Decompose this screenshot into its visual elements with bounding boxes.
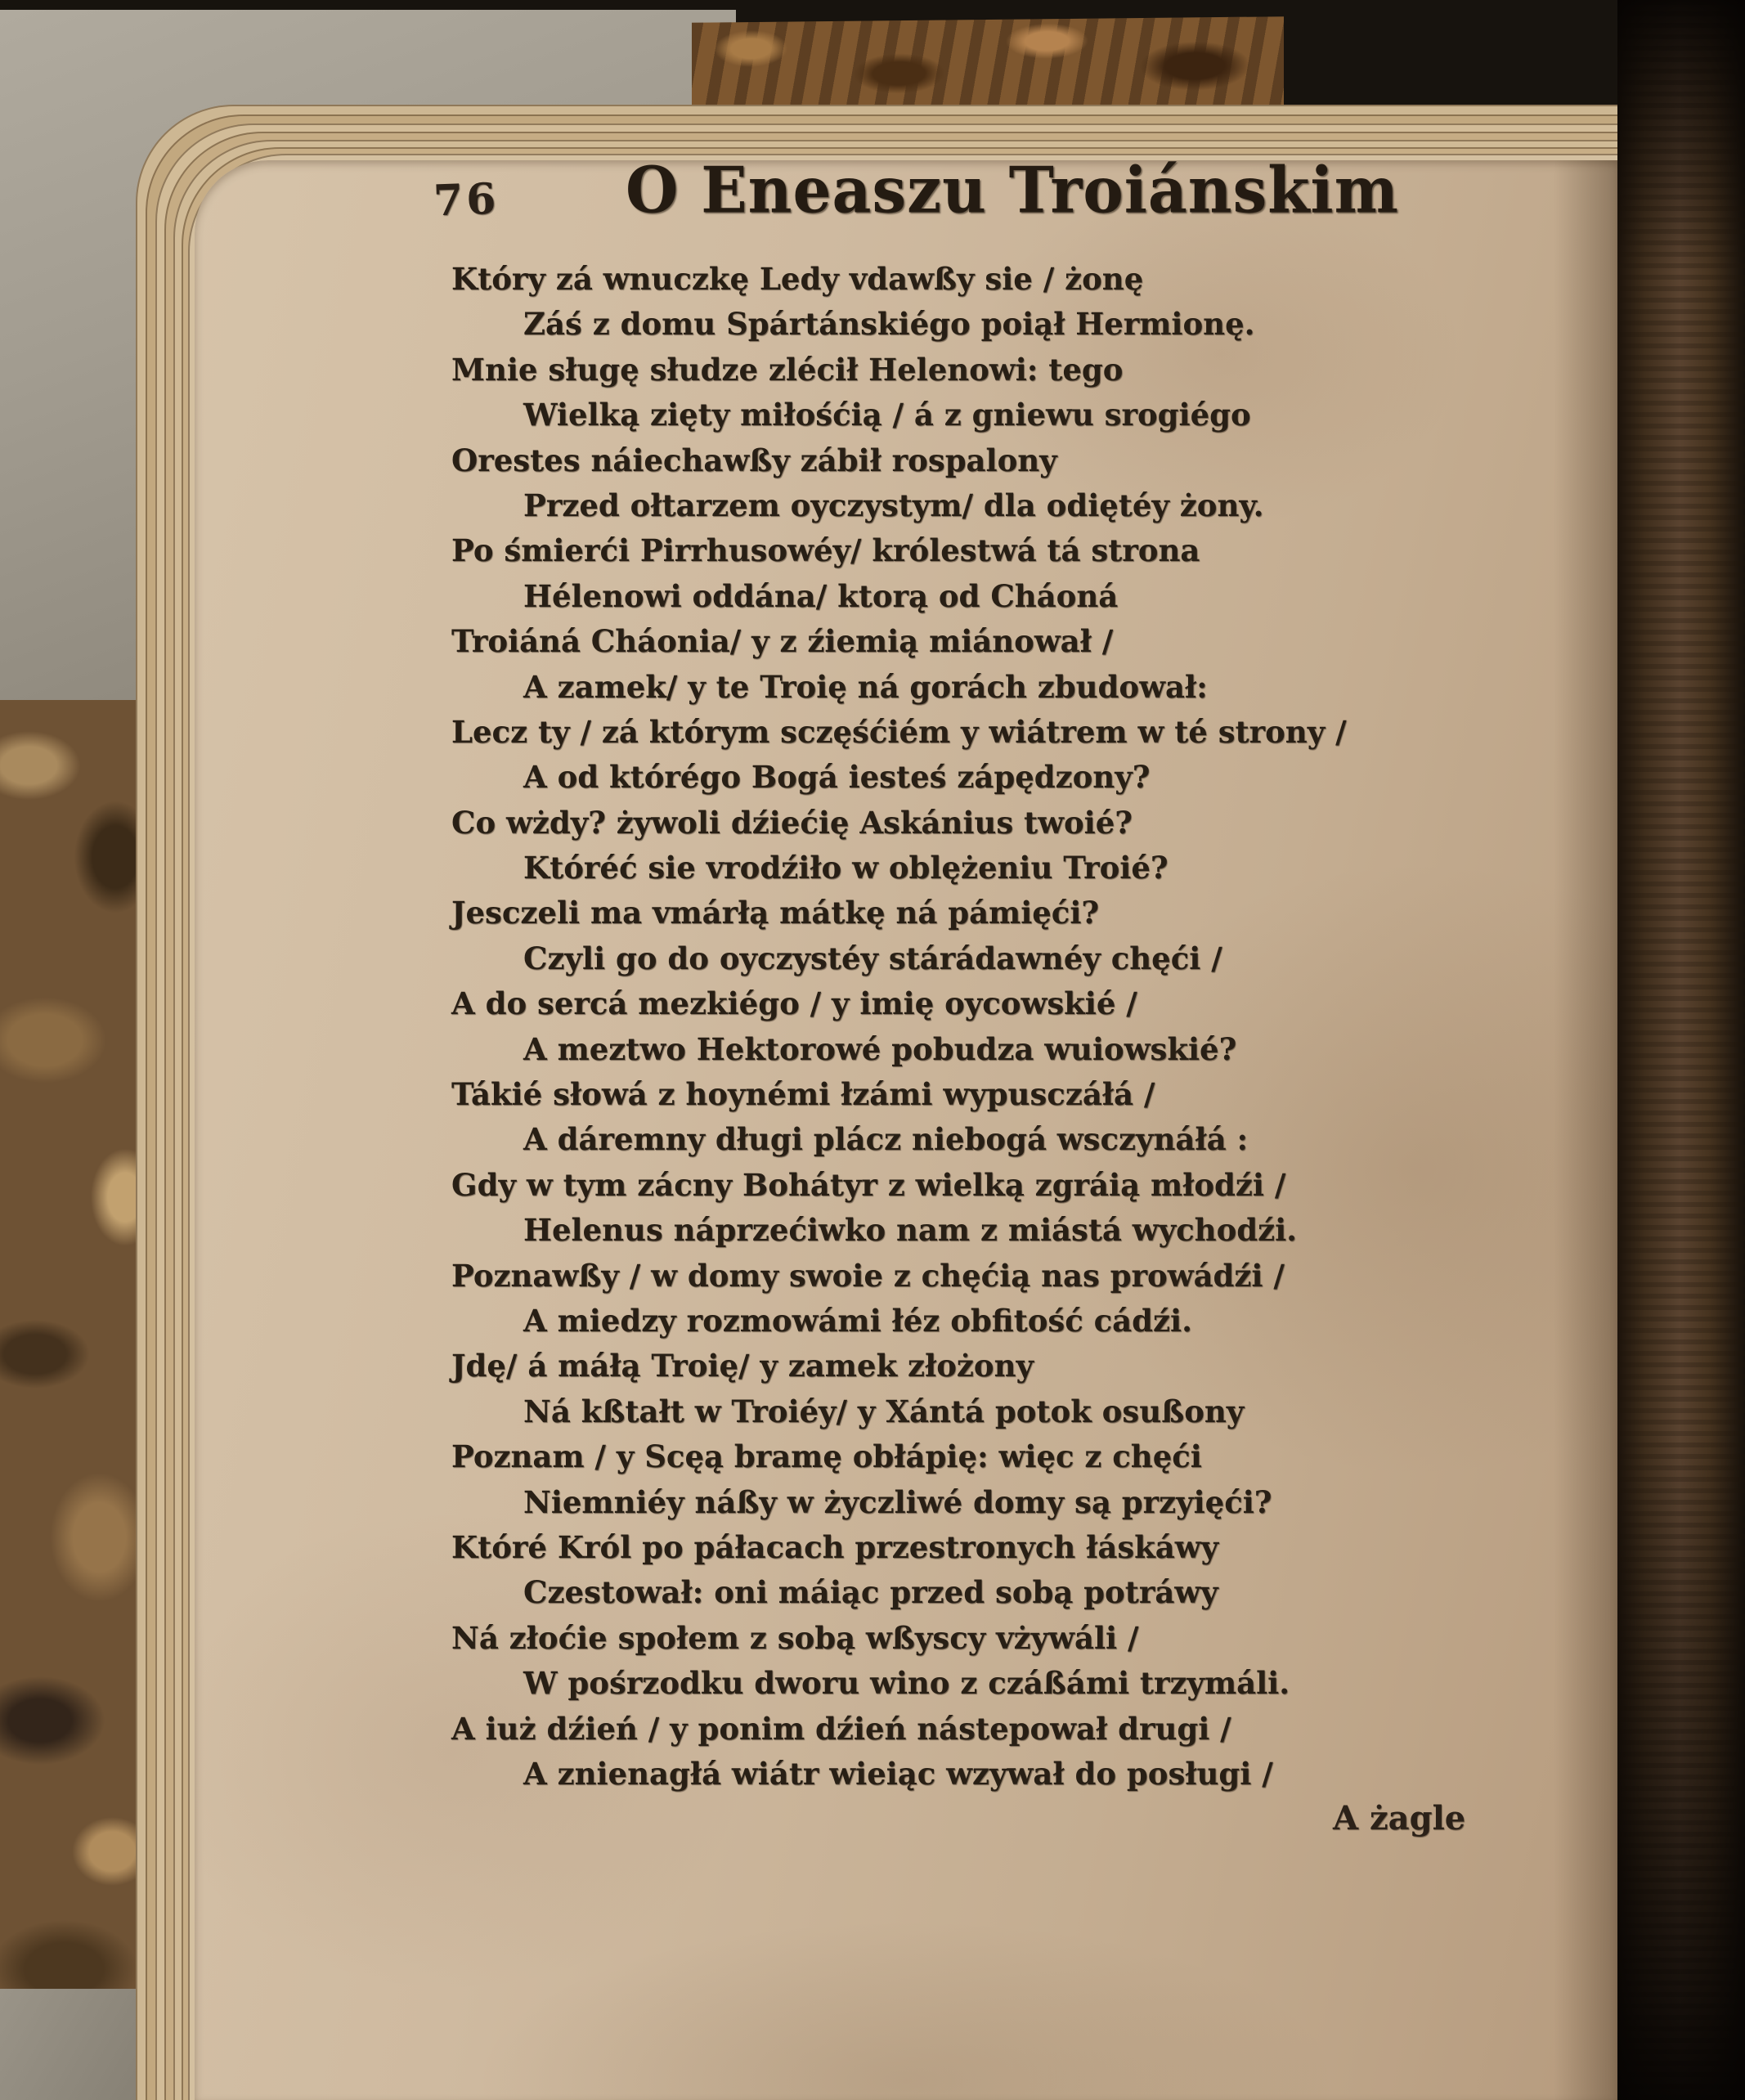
poem-line: Po śmierći Pirrhusowéy/ królestwá tá strona bbox=[451, 532, 1200, 569]
poem-line: Czyli go do oyczystéy stárádawnéy chęći / bbox=[523, 940, 1222, 976]
poem-line: Który zá wnuczkę Ledy vdawßy sie / żonę bbox=[451, 261, 1144, 297]
poem-line: Co wżdy? żywoli dźiećię Askánius twoié? bbox=[451, 804, 1133, 841]
poem-line: A zamek/ y te Troię ná gorách zbudował: bbox=[523, 668, 1208, 705]
poem-line: Czestował: oni máiąc przed sobą potráwy bbox=[523, 1574, 1218, 1611]
poem-line: Orestes náiechawßy zábił rospalony bbox=[451, 442, 1057, 478]
poem-line: A od którégo Bogá iesteś zápędzony? bbox=[523, 759, 1151, 796]
running-header: O Eneaszu Troiánskim bbox=[626, 153, 1399, 228]
poem-line: Niemniéy náßy w życzliwé domy są przyięći? bbox=[523, 1483, 1272, 1520]
poem-line: Poznam / y Scęą bramę obłápię: więc z chęći bbox=[451, 1438, 1202, 1475]
page-number: 76 bbox=[432, 173, 500, 227]
poem-line: A do sercá mezkiégo / y imię oycowskié / bbox=[451, 985, 1137, 1022]
book-gutter-right bbox=[1617, 0, 1745, 2100]
poem-line: A iuż dźień / y ponim dźień nástepował drugi / bbox=[451, 1710, 1231, 1747]
poem-line: Przed ołtarzem oyczystym/ dla odiętéy żony. bbox=[523, 487, 1264, 523]
poem-line: Poznawßy / w domy swoie z chęćią nas prowádźi / bbox=[451, 1257, 1285, 1294]
poem-line: Gdy w tym zácny Bohátyr z wielką zgráią młodźi / bbox=[451, 1166, 1286, 1203]
poem-line: Troiáná Cháonia/ y z źiemią miánował / bbox=[451, 623, 1114, 660]
poem-line: Záś z domu Spártánskiégo poiął Hermionę. bbox=[523, 306, 1255, 343]
poem-line: A meztwo Hektorowé pobudza wuiowskié? bbox=[523, 1030, 1237, 1067]
catchword: A żagle bbox=[1333, 1799, 1466, 1838]
poem-line: Któré Król po páłacach przestronych łáskáwy bbox=[451, 1528, 1219, 1565]
poem-line: Helenus náprzećiwko nam z miástá wychodźi. bbox=[523, 1212, 1298, 1249]
poem-line: Jesczeli ma vmárłą mátkę ná pámięći? bbox=[451, 895, 1100, 931]
poem bbox=[451, 257, 1547, 1797]
poem-line: A miedzy rozmowámi łéz obfitość cádźi. bbox=[523, 1302, 1192, 1339]
poem-line: Tákié słowá z hoynémi łzámi wypusczáłá / bbox=[451, 1076, 1155, 1113]
marbled-leather-top-edge bbox=[692, 16, 1284, 111]
poem-line: W pośrzodku dworu wino z czáßámi trzymáli. bbox=[523, 1665, 1290, 1702]
book-page bbox=[195, 153, 1619, 2100]
poem-line: Hélenowi oddána/ ktorą od Cháoná bbox=[523, 577, 1119, 614]
poem-line: Ná kßtałt w Troiéy/ y Xántá potok osußony bbox=[523, 1393, 1245, 1429]
poem-line: Któréć sie vrodźiło w oblężeniu Troié? bbox=[523, 850, 1169, 886]
poem-line: A dáremny długi plácz niebogá wsczynáłá : bbox=[523, 1121, 1249, 1158]
poem-line: Wielką zięty miłośćią / á z gniewu srogiégo bbox=[523, 397, 1251, 433]
poem-line: Jdę/ á máłą Troię/ y zamek złożony bbox=[451, 1348, 1034, 1384]
poem-line: A znienagłá wiátr wieiąc wzywał do posługi / bbox=[523, 1755, 1273, 1792]
poem-line: Mnie sługę słudze zlécił Helenowi: tego bbox=[451, 351, 1124, 388]
poem-line: Ná złoćie społem z sobą wßyscy vżywáli / bbox=[451, 1619, 1139, 1656]
poem-line: Lecz ty / zá którym sczęśćiém y wiátrem w té strony / bbox=[451, 713, 1347, 750]
